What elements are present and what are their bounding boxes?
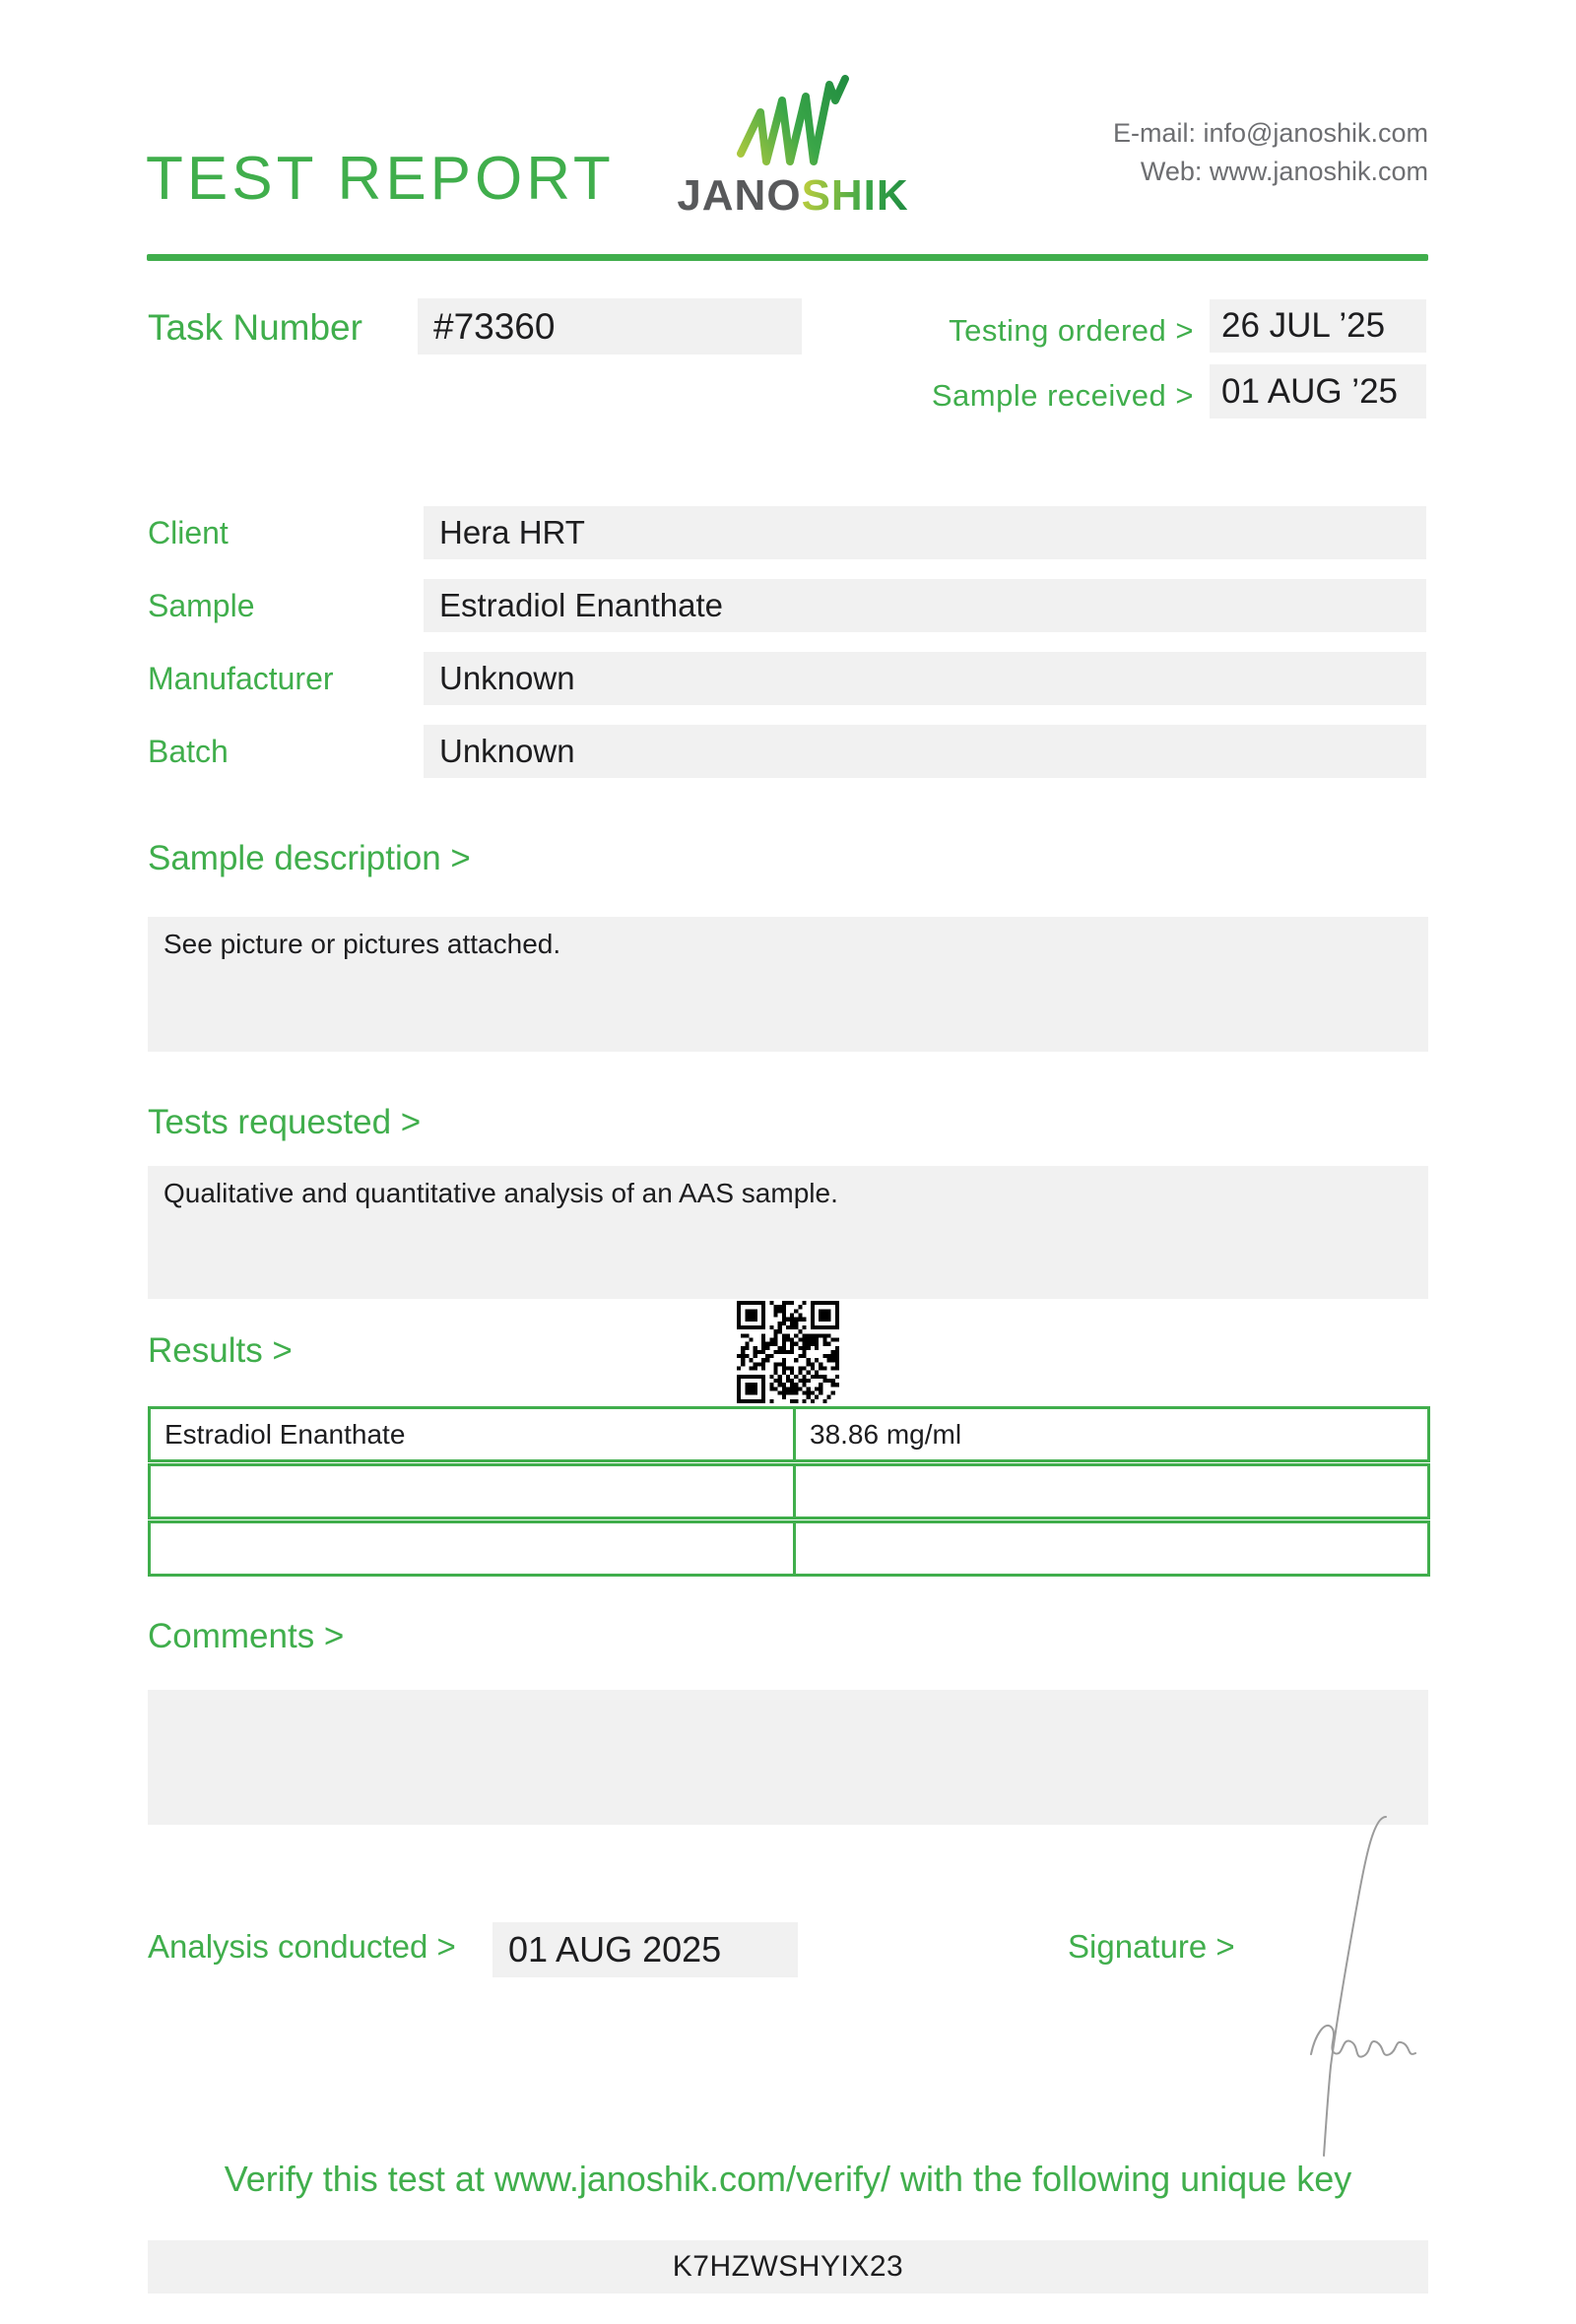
table-row: [148, 1520, 1430, 1577]
task-number-value: #73360: [418, 298, 802, 355]
task-number-label: Task Number: [148, 307, 362, 348]
web-line: Web: www.janoshik.com: [1140, 157, 1428, 186]
table-row: [148, 1463, 1430, 1519]
signature-image: [1276, 1815, 1438, 2160]
result-concentration: [796, 1466, 1427, 1517]
batch-value: Unknown: [424, 725, 1426, 778]
sample-label: Sample: [148, 588, 255, 623]
comments-heading: Comments >: [148, 1617, 345, 1655]
results-heading: Results >: [148, 1331, 293, 1370]
sample-received-date: 01 AUG ’25: [1210, 364, 1426, 419]
comments-box: [148, 1690, 1428, 1825]
signature-label: Signature >: [1068, 1928, 1235, 1965]
table-row: [148, 1406, 1430, 1462]
manufacturer-value: Unknown: [424, 652, 1426, 705]
qr-code: [737, 1301, 839, 1403]
info-row-batch: [148, 725, 1428, 778]
header-divider: [147, 254, 1428, 261]
results-table: [148, 1406, 1430, 1578]
result-substance: Estradiol Enanthate: [151, 1409, 796, 1459]
sample-value: Estradiol Enanthate: [424, 579, 1426, 632]
info-row-sample: [148, 579, 1428, 632]
unique-key: K7HZWSHYIX23: [148, 2240, 1428, 2293]
analysis-date: 01 AUG 2025: [492, 1922, 798, 1977]
sample-description-heading: Sample description >: [148, 839, 471, 877]
result-substance: [151, 1523, 796, 1574]
testing-ordered-date: 26 JUL ’25: [1210, 299, 1426, 353]
email-line: E-mail: info@janoshik.com: [1112, 118, 1428, 148]
info-row-manufacturer: [148, 652, 1428, 705]
logo-shik: SHIK: [801, 171, 909, 220]
verify-instruction: Verify this test at www.janoshik.com/verify/ with the following unique key: [224, 2159, 1352, 2199]
info-row-client: [148, 506, 1428, 559]
result-concentration: [796, 1523, 1427, 1574]
janoshik-logo: [645, 75, 941, 221]
contact-block: [1113, 114, 1428, 191]
batch-label: Batch: [148, 734, 229, 769]
client-label: Client: [148, 515, 229, 550]
tests-requested-box: Qualitative and quantitative analysis of an AAS sample.: [148, 1166, 1428, 1299]
tests-requested-heading: Tests requested >: [148, 1103, 422, 1141]
growth-chart-icon: [731, 75, 855, 167]
logo-wordmark: [645, 171, 941, 221]
sample-description-box: See picture or pictures attached.: [148, 917, 1428, 1052]
sample-received-label: Sample received >: [931, 378, 1194, 413]
result-concentration: 38.86 mg/ml: [810, 1419, 962, 1450]
client-value: Hera HRT: [424, 506, 1426, 559]
testing-ordered-label: Testing ordered >: [949, 313, 1194, 348]
manufacturer-label: Manufacturer: [148, 661, 334, 696]
logo-jano: JANO: [677, 171, 802, 220]
result-substance: [151, 1466, 796, 1517]
analysis-conducted-label: Analysis conducted >: [148, 1928, 456, 1965]
page-title: TEST REPORT: [146, 145, 615, 213]
